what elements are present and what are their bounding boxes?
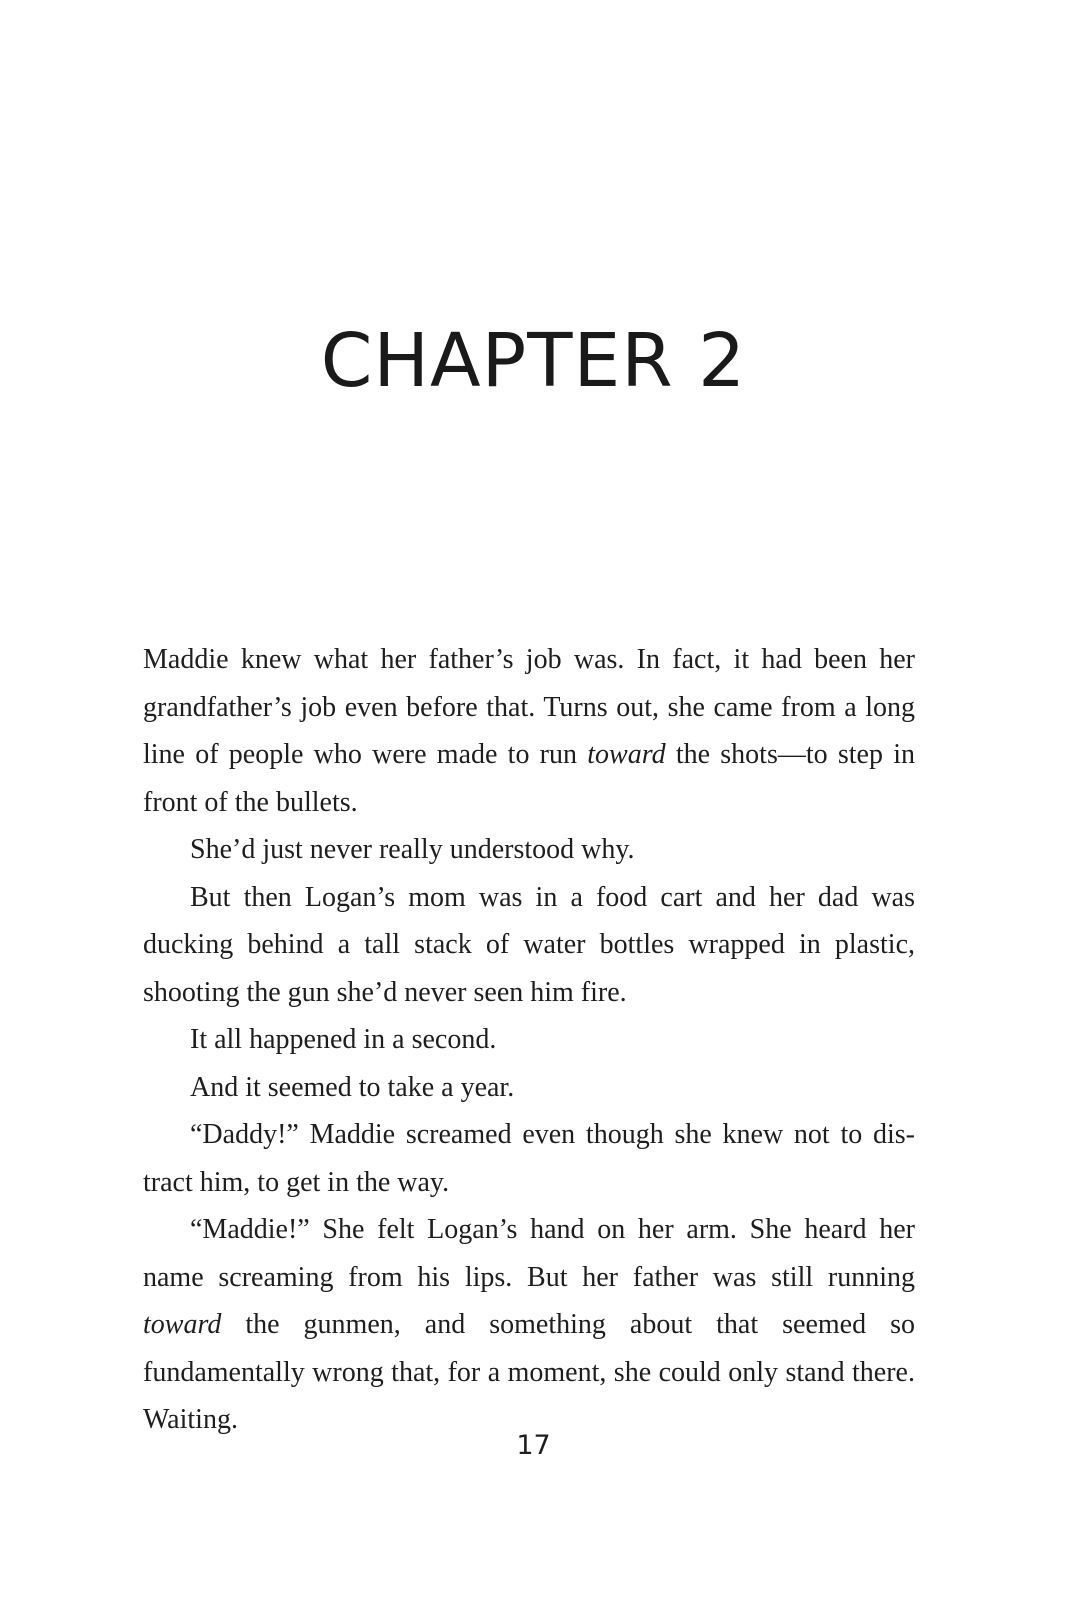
paragraph	[143, 1064, 915, 1112]
paragraph-text: It all happened in a second.	[190, 1024, 497, 1055]
paragraph-text: the gunmen, and something about that seemed so fundamentally wrong that, for a moment, she could only stand there. Waiting.	[143, 1309, 915, 1435]
paragraph-text: “Daddy!” Maddie screamed even though she knew not to distract him, to get in the way.	[143, 1119, 915, 1198]
paragraph-text: Maddie knew what her father’s job was. In fact, it had been her grandfather’s job even before that. Turns out, she came from a long line of people who were made to run	[143, 644, 915, 770]
paragraph	[143, 636, 915, 826]
paragraph-emphasis: toward	[143, 1309, 222, 1340]
paragraph-text: the shots—to step in front of the bullets.	[143, 739, 915, 818]
paragraph	[143, 1206, 915, 1444]
paragraph-text: “Maddie!” She felt Logan’s hand on her arm. She heard her name screaming from his lips. But her father was still running	[143, 1214, 915, 1293]
page-number: 17	[516, 1430, 551, 1461]
chapter-body-text	[143, 636, 915, 1444]
chapter-title: CHAPTER 2	[320, 318, 747, 404]
paragraph-text: She’d just never really understood why.	[190, 834, 635, 865]
paragraph	[143, 826, 915, 874]
paragraph-text: And it seemed to take a year.	[190, 1071, 515, 1103]
paragraph	[143, 1111, 915, 1206]
paragraph	[143, 1016, 915, 1064]
paragraph-text: But then Logan’s mom was in a food cart and her dad was ducking behind a tall stack of water bottles wrapped in plastic, shooting the gun she’d never seen him fire.	[143, 881, 915, 1008]
paragraph-emphasis: toward	[587, 739, 666, 770]
paragraph	[143, 874, 915, 1017]
